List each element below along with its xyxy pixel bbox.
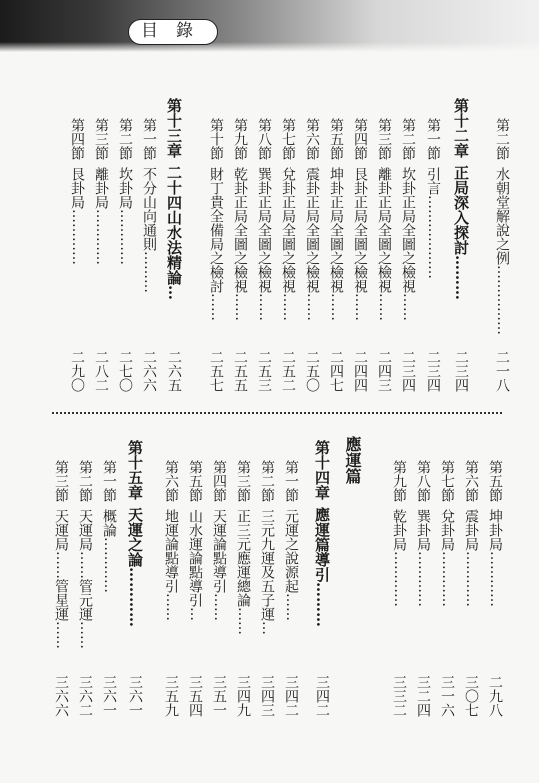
toc-entry: [258, 460, 276, 635]
dot-leader: …………: [463, 551, 479, 607]
dot-leader: ……: [328, 293, 344, 321]
entry-title: 元運之說源起: [283, 509, 299, 593]
page-number: 二五二: [280, 350, 296, 392]
page-number: 二一八: [494, 350, 510, 392]
dot-leader: ……: [53, 621, 69, 649]
dot-leader: …………: [439, 551, 455, 607]
toc-entry: [68, 118, 86, 265]
entry-label: 第十節: [208, 118, 224, 160]
page-number: 二五七: [208, 350, 224, 392]
dot-leader: …………: [415, 551, 431, 607]
page-number: 三〇七: [463, 675, 479, 717]
page-number: 二五三: [256, 350, 272, 392]
toc-entry: [231, 118, 249, 321]
page-number: 二五〇: [304, 350, 320, 392]
dot-leader: …………: [126, 567, 144, 627]
toc-entry: [375, 118, 393, 321]
entry-label: 第一節: [101, 460, 117, 502]
page-number: 二七〇: [117, 350, 133, 392]
header-band: [0, 0, 539, 52]
dot-leader: ……: [376, 293, 392, 321]
dot-leader: ……: [304, 293, 320, 321]
entry-label: 第五節: [187, 460, 203, 502]
entry-title: 巽卦局: [415, 509, 431, 551]
entry-title: 兌卦局: [439, 509, 455, 551]
toc-entry: [493, 118, 511, 335]
entry-label: 第十二章: [452, 98, 470, 158]
entry-label: 第五節: [328, 118, 344, 160]
entry-title: 坤卦局: [487, 509, 503, 551]
entry-label: 第四節: [352, 118, 368, 160]
toc-entry: [424, 118, 442, 279]
entry-label: 第六節: [163, 460, 179, 502]
page-number: 三六一: [127, 675, 143, 717]
toc-entry: [414, 460, 432, 607]
chapter-entry: [313, 440, 331, 627]
page-number: 二九八: [487, 675, 503, 717]
page-number: 二五五: [232, 350, 248, 392]
dot-leader: …………: [391, 551, 407, 607]
toc-entry: [351, 118, 369, 321]
entry-title: 概論: [101, 509, 117, 537]
entry-title: 艮卦正局全圖之檢視: [352, 167, 368, 293]
entry-title: 引言: [425, 167, 441, 195]
entry-title: 兌卦正局全圖之檢視: [280, 167, 296, 293]
toc-entry: [162, 460, 180, 621]
dot-leader: …: [165, 285, 183, 300]
toc-entry: [399, 118, 417, 321]
toc-entry: [116, 118, 134, 265]
part-heading: [343, 436, 361, 484]
entry-title: 財丁貴全備局之檢討: [208, 167, 224, 293]
entry-label: 第七節: [439, 460, 455, 502]
entry-label: 第十四章: [313, 440, 331, 500]
entry-title: 離卦局: [93, 167, 109, 209]
entry-label: 第三節: [376, 118, 392, 160]
dot-leader: ……: [256, 293, 272, 321]
chapter-entry: [452, 98, 470, 300]
toc-entry: [234, 460, 252, 635]
page-number: 二八二: [93, 350, 109, 392]
page-number: 三六一: [101, 675, 117, 717]
entry-title: 不分山向通則: [141, 167, 157, 251]
entry-label: 第二節: [117, 118, 133, 160]
page-number: 三四三: [259, 675, 275, 717]
entry-title: 乾卦局: [391, 509, 407, 551]
page-number: 三四二: [314, 675, 330, 717]
entry-title: 應運篇導引: [313, 507, 331, 582]
entry-title: 天運局……管元運: [77, 509, 93, 621]
chapter-entry: [165, 98, 183, 300]
page-number: 二四三: [376, 350, 392, 392]
entry-label: 第二節: [259, 460, 275, 502]
dot-leader: ………: [141, 251, 157, 293]
page-number: 三五九: [163, 675, 179, 717]
toc-entry: [92, 118, 110, 265]
entry-title: 震卦正局全圖之檢視: [304, 167, 320, 293]
entry-label: 第四節: [69, 118, 85, 160]
entry-title: 艮卦局: [69, 167, 85, 209]
dot-leader: ……: [77, 621, 93, 649]
page-number: 三三二: [391, 675, 407, 717]
dot-leader: ……: [211, 593, 227, 621]
entry-title: 天運局……管星運: [53, 509, 69, 621]
dot-leader: …………: [101, 537, 117, 593]
dot-leader: ……: [163, 593, 179, 621]
entry-label: 第九節: [391, 460, 407, 502]
toc-entry: [462, 460, 480, 607]
toc-entry: [210, 460, 228, 621]
toc-entry: [207, 118, 225, 321]
page-number: 三二四: [415, 675, 431, 717]
dotted-divider: [52, 412, 502, 414]
entry-label: 第三節: [93, 118, 109, 160]
entry-title: 正局深入探討: [452, 165, 470, 255]
page-number: 三五四: [187, 675, 203, 717]
entry-label: 第十五章: [126, 440, 144, 500]
entry-title: 坎卦正局全圖之檢視: [400, 167, 416, 293]
dot-leader: ……: [208, 293, 224, 321]
entry-label: 第二節: [400, 118, 416, 160]
entry-label: 第五節: [487, 460, 503, 502]
entry-title: 離卦正局全圖之檢視: [376, 167, 392, 293]
dot-leader: …: [187, 607, 203, 621]
entry-title: 坤卦正局全圖之檢視: [328, 167, 344, 293]
page-number: 二六六: [141, 350, 157, 392]
page-number: 三五一: [211, 675, 227, 717]
dot-leader: ……: [283, 593, 299, 621]
entry-title: 坎卦局: [117, 167, 133, 209]
entry-title: 二十四山水法精論: [165, 165, 183, 285]
entry-label: 第六節: [463, 460, 479, 502]
dot-leader: ……: [280, 293, 296, 321]
page-number: 三六二: [77, 675, 93, 717]
toc-entry: [282, 460, 300, 621]
dot-leader: ……: [400, 293, 416, 321]
page-number: 二四七: [328, 350, 344, 392]
entry-label: 第三節: [53, 460, 69, 502]
page-number: 三四二: [283, 675, 299, 717]
entry-label: 第二節: [494, 118, 510, 160]
toc-entry: [76, 460, 94, 649]
toc-entry: [186, 460, 204, 621]
entry-title: 山水運論點導引: [187, 509, 203, 607]
entry-label: 第一節: [283, 460, 299, 502]
entry-title: 正三元應運總論: [235, 509, 251, 607]
dot-leader: ………: [452, 255, 470, 300]
entry-label: 第一節: [425, 118, 441, 160]
toc-entry: [303, 118, 321, 321]
page-title-char-1: 目: [141, 21, 158, 41]
toc-entry: [279, 118, 297, 321]
entry-label: 第三節: [235, 460, 251, 502]
dot-leader: ………………: [425, 195, 441, 279]
dot-leader: …: [259, 621, 275, 635]
entry-title: 震卦局: [463, 509, 479, 551]
page-title-char-2: 錄: [176, 21, 193, 41]
toc-entry: [390, 460, 408, 607]
dot-leader: …………: [69, 209, 85, 265]
entry-title: 應運篇: [343, 436, 362, 484]
chapter-entry: [126, 440, 144, 627]
entry-title: 巽卦正局全圖之檢視: [256, 167, 272, 293]
page-number: 二三四: [400, 350, 416, 392]
page-number: 二三四: [453, 350, 469, 392]
entry-label: 第八節: [415, 460, 431, 502]
dot-leader: ……: [235, 607, 251, 635]
entry-label: 第六節: [304, 118, 320, 160]
entry-title: 天運之論: [126, 507, 144, 567]
page-number: 二九〇: [69, 350, 85, 392]
toc-entry: [438, 460, 456, 607]
toc-entry: [140, 118, 158, 293]
entry-label: 第四節: [211, 460, 227, 502]
toc-entry: [327, 118, 345, 321]
entry-title: 天運論點導引: [211, 509, 227, 593]
entry-title: 地運論點導引: [163, 509, 179, 593]
dot-leader: …………: [93, 209, 109, 265]
entry-label: 第一節: [141, 118, 157, 160]
page-number: 二三四: [425, 350, 441, 392]
toc-entry: [255, 118, 273, 321]
dot-leader: …………: [487, 551, 503, 607]
page-number: 二四四: [352, 350, 368, 392]
page-number: 三四九: [235, 675, 251, 717]
dot-leader: ……: [352, 293, 368, 321]
entry-title: 三元九運及五子運: [259, 509, 275, 621]
toc-entry: [100, 460, 118, 593]
dot-leader: …………: [117, 209, 133, 265]
entry-label: 第八節: [256, 118, 272, 160]
dot-leader: ………: [313, 582, 331, 627]
entry-label: 第七節: [280, 118, 296, 160]
page-number: 二六五: [166, 350, 182, 392]
toc-entry: [52, 460, 70, 649]
entry-label: 第十三章: [165, 98, 183, 158]
toc-entry: [486, 460, 504, 607]
page-number: 三一六: [439, 675, 455, 717]
entry-label: 第九節: [232, 118, 248, 160]
entry-title: 乾卦正局全圖之檢視: [232, 167, 248, 293]
dot-leader: ……: [232, 293, 248, 321]
entry-label: 第二節: [77, 460, 93, 502]
dot-leader: ……………: [494, 265, 510, 335]
page-number: 三六六: [53, 675, 69, 717]
entry-title: 水朝堂解說之例: [494, 167, 510, 265]
